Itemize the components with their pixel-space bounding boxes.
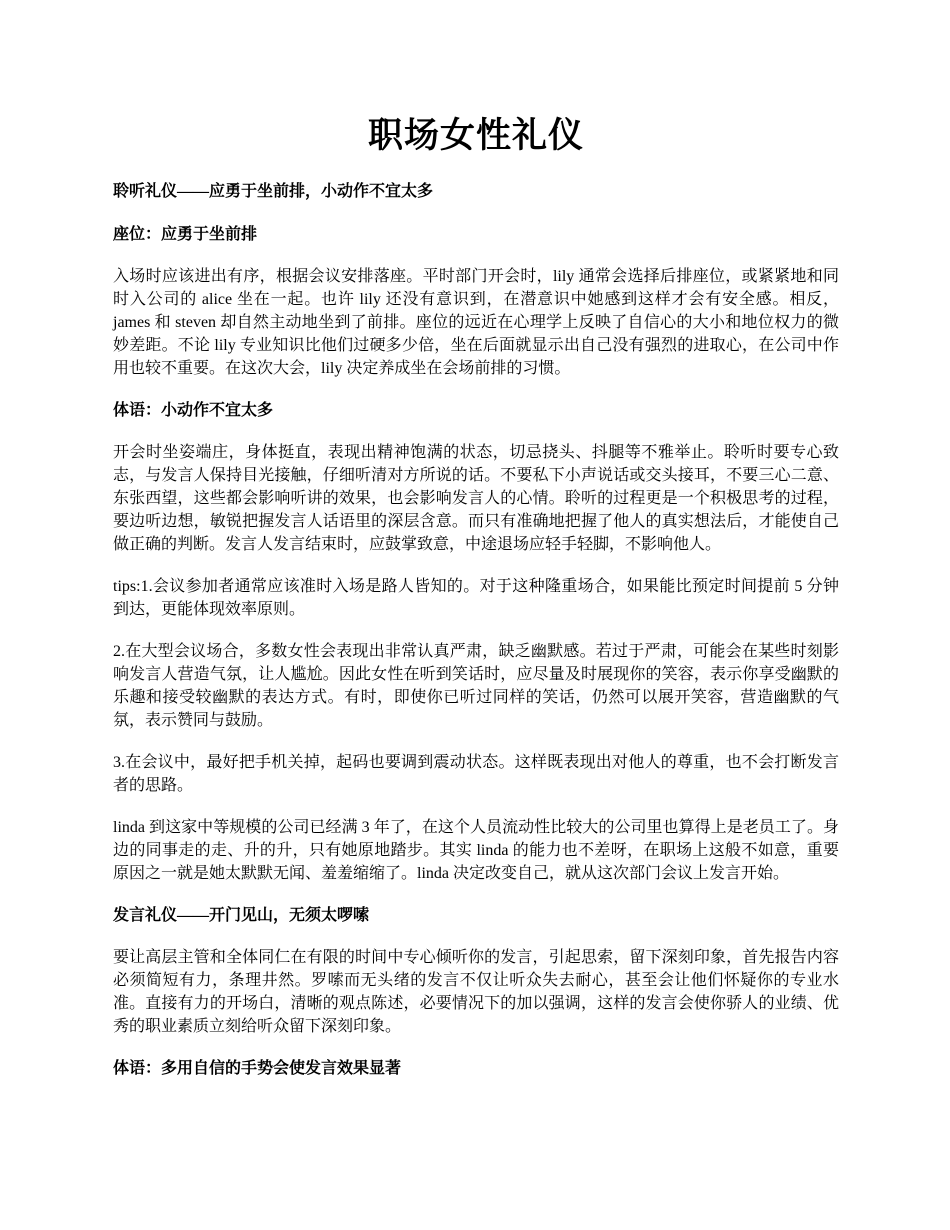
document-page [113, 112, 839, 1080]
section-heading-speaking-etiquette: 发言礼仪——开门见山，无须太啰嗦 [113, 907, 370, 924]
paragraph-linda-story: linda 到这家中等规模的公司已经满 3 年了，在这个人员流动性比较大的公司里也算得上是老员工了。身边的同事走的走、升的升，只有她原地踏步。其实 linda 的能力也不差呀，在职场上这般不如意，重要原因之一就是她太默默无闻、羞羞缩缩了。linda 决定改变自己，就从这次部门会议上发言开始。 [113, 819, 839, 882]
document-title: 职场女性礼仪 [367, 116, 584, 155]
paragraph-seating: 入场时应该进出有序，根据会议安排落座。平时部门开会时，lily 通常会选择后排座位，或紧紧地和同时入公司的 alice 坐在一起。也许 lily 还没有意识到，在潜意识中她感到这样才会有安全感。相反，james 和 steven 却自然主动地坐到了前排。座位的远近在心理学上反映了自信心的大小和地位权力的微妙差距。不论 lily 专业知识比他们过硬多少倍，坐在后面就显示出自己没有强烈的进取心，在公司中作用也较不重要。在这次大会，lily 决定养成坐在会场前排的习惯。 [113, 268, 839, 377]
paragraph-tip-3: 3.在会议中，最好把手机关掉，起码也要调到震动状态。这样既表现出对他人的尊重，也不会打断发言者的思路。 [113, 754, 839, 794]
subheading-seating: 座位：应勇于坐前排 [113, 226, 258, 243]
subheading-gestures: 体语：多用自信的手势会使发言效果显著 [113, 1060, 402, 1077]
section-heading-listening-etiquette: 聆听礼仪——应勇于坐前排，小动作不宜太多 [113, 183, 434, 200]
paragraph-tip-2: 2.在大型会议场合，多数女性会表现出非常认真严肃，缺乏幽默感。若过于严肃，可能会在某些时刻影响发言人营造气氛，让人尴尬。因此女性在听到笑话时，应尽量及时展现你的笑容，表示你享受幽默的乐趣和接受较幽默的表达方式。有时，即使你已听过同样的笑话，仍然可以展开笑容，营造幽默的气氛，表示赞同与鼓励。 [113, 643, 839, 729]
subheading-body-language: 体语：小动作不宜太多 [113, 402, 274, 419]
paragraph-speaking: 要让高层主管和全体同仁在有限的时间中专心倾听你的发言，引起思索，留下深刻印象，首先报告内容必须简短有力，条理井然。罗嗦而无头绪的发言不仅让听众失去耐心，甚至会让他们怀疑你的专业水准。直接有力的开场白，清晰的观点陈述，必要情况下的加以强调，这样的发言会使你骄人的业绩、优秀的职业素质立刻给听众留下深刻印象。 [113, 949, 839, 1035]
paragraph-tip-1: tips:1.会议参加者通常应该准时入场是路人皆知的。对于这种隆重场合，如果能比预定时间提前 5 分钟到达，更能体现效率原则。 [113, 578, 839, 618]
paragraph-body-language: 开会时坐姿端庄，身体挺直，表现出精神饱满的状态，切忌挠头、抖腿等不雅举止。聆听时要专心致志，与发言人保持目光接触，仔细听清对方所说的话。不要私下小声说话或交头接耳，不要三心二意、东张西望，这些都会影响听讲的效果，也会影响发言人的心情。聆听的过程更是一个积极思考的过程，要边听边想，敏锐把握发言人话语里的深层含意。而只有准确地把握了他人的真实想法后，才能使自己做正确的判断。发言人发言结束时，应鼓掌致意，中途退场应轻手轻脚，不影响他人。 [113, 444, 839, 553]
